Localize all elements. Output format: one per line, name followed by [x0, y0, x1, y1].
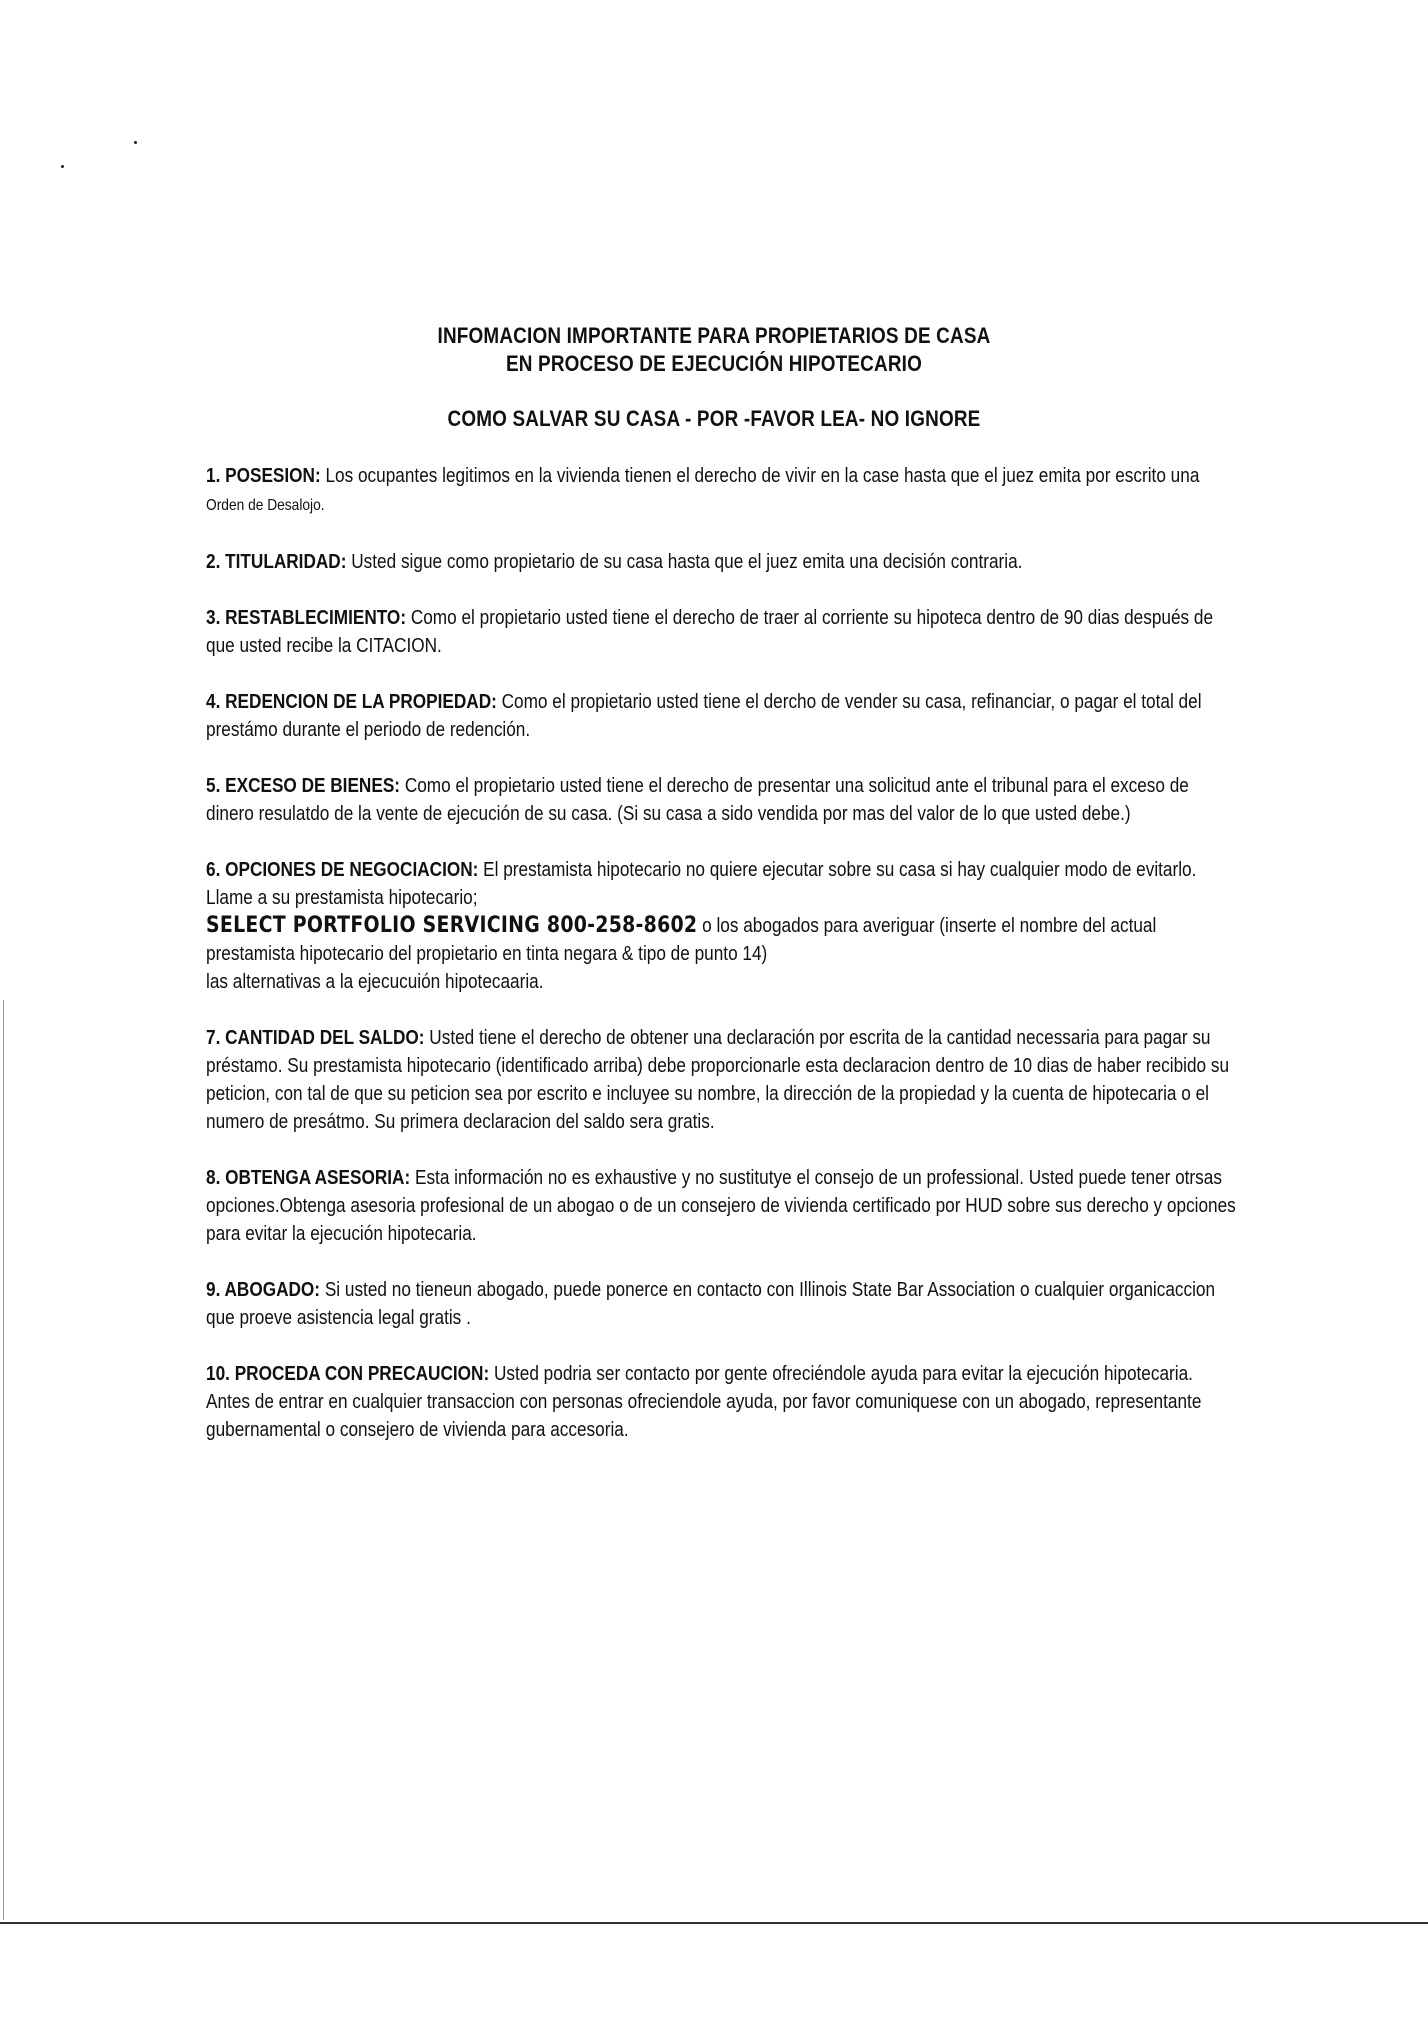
item-abogado [206, 1276, 1238, 1332]
scan-speck [61, 165, 64, 168]
item-opciones-negociacion [206, 856, 1238, 996]
item-text-small: Orden de Desalojo. [206, 497, 325, 514]
item-heading: 10. PROCEDA CON PRECAUCION: [206, 1363, 490, 1385]
item-text-last: las alternativas a la ejecucuión hipotecaaria. [206, 971, 544, 993]
item-heading: 3. RESTABLECIMIENTO: [206, 607, 407, 629]
item-heading: 2. TITULARIDAD: [206, 551, 347, 573]
item-text: Usted podria ser contacto por gente ofreciéndole ayuda para evitar la ejecución hipotecaria. Antes de entrar en cualquier transaccion con personas ofreciendole ayuda, por favor comuniquese con un abogado, representante gubernamental o consejero de vivienda para accesoria. [206, 1363, 1202, 1441]
item-text: Usted sigue como propietario de su casa hasta que el juez emita una decisión contraria. [346, 551, 1023, 573]
item-posesion [206, 462, 1238, 520]
item-heading: 4. REDENCION DE LA PROPIEDAD: [206, 691, 497, 713]
document-subtitle: COMO SALVAR SU CASA - POR -FAVOR LEA- NO IGNORE [447, 406, 981, 431]
item-text: Si usted no tieneun abogado, puede ponerce en contacto con Illinois State Bar Association o cualquier organicaccion que proeve asistencia legal gratis . [206, 1279, 1216, 1329]
scan-speck [134, 141, 137, 144]
scan-bottom-line [0, 1922, 1428, 1924]
item-heading: 5. EXCESO DE BIENES: [206, 775, 401, 797]
item-cantidad-saldo [206, 1024, 1238, 1136]
item-text: Como el propietario usted tiene el derecho de traer al corriente su hipoteca dentro de 90 dias después de que usted recibe la CITACION. [206, 607, 1214, 657]
item-text-after-lender: o los abogados para averiguar (inserte el nombre del actual prestamista hipotecario del propietario en tinta negara & tipo de punto 14) [206, 915, 1157, 965]
item-titularidad [206, 548, 1238, 576]
item-text: Usted tiene el derecho de obtener una declaración por escrita de la cantidad necessaria para pagar su préstamo. Su prestamista hipotecario (identificado arriba) debe proporcionarle esta declaracion dentro de 10 dias de haber recibido su peticion, con tal de que su peticion sea por escrito e incluyee su nombre, la dirección de la propiedad y la cuenta de hipotecaria o el numero de presátmo. Su primera declaracion del saldo sera gratis. [206, 1027, 1230, 1133]
item-obtenga-asesoria [206, 1164, 1238, 1248]
item-proceda-precaucion [206, 1360, 1238, 1444]
item-heading: 8. OBTENGA ASESORIA: [206, 1167, 411, 1189]
item-heading: 7. CANTIDAD DEL SALDO: [206, 1027, 425, 1049]
item-exceso-bienes [206, 772, 1238, 828]
item-text: Los ocupantes legitimos en la vivienda tienen el derecho de vivir en la case hasta que el juez emita por escrito una [320, 465, 1200, 487]
item-text: Esta información no es exhaustive y no sustitutye el consejo de un professional. Usted puede tener otrsas opciones.Obtenga asesoria profesional de un abogao o de un consejero de vivienda certificado por HUD sobre sus derecho y opciones para evitar la ejecución hipotecaria. [206, 1167, 1236, 1245]
item-text: El prestamista hipotecario no quiere ejecutar sobre su casa si hay cualquier modo de evitarlo. Llame a su prestamista hipotecario; [206, 859, 1197, 909]
item-heading: 9. ABOGADO: [206, 1279, 321, 1301]
document-title-line1: INFOMACION IMPORTANTE PARA PROPIETARIOS DE CASA [437, 323, 991, 348]
item-restablecimiento [206, 604, 1238, 660]
item-text: Como el propietario usted tiene el derecho de presentar una solicitud ante el tribunal para el exceso de dinero resulatdo de la vente de ejecución de su casa. (Si su casa a sido vendida por mas del valor de lo que usted debe.) [206, 775, 1189, 825]
document-body [206, 462, 1238, 1472]
item-heading: 6. OPCIONES DE NEGOCIACION: [206, 859, 479, 881]
document-title-line2: EN PROCESO DE EJECUCIÓN HIPOTECARIO [505, 351, 923, 376]
lender-name-phone: SELECT PORTFOLIO SERVICING 800-258-8602 [206, 913, 698, 938]
item-redencion [206, 688, 1238, 744]
scan-edge-line [3, 1000, 4, 1920]
item-heading: 1. POSESION: [206, 465, 321, 487]
item-text: Como el propietario usted tiene el dercho de vender su casa, refinanciar, o pagar el total del prestámo durante el periodo de redención. [206, 691, 1202, 741]
